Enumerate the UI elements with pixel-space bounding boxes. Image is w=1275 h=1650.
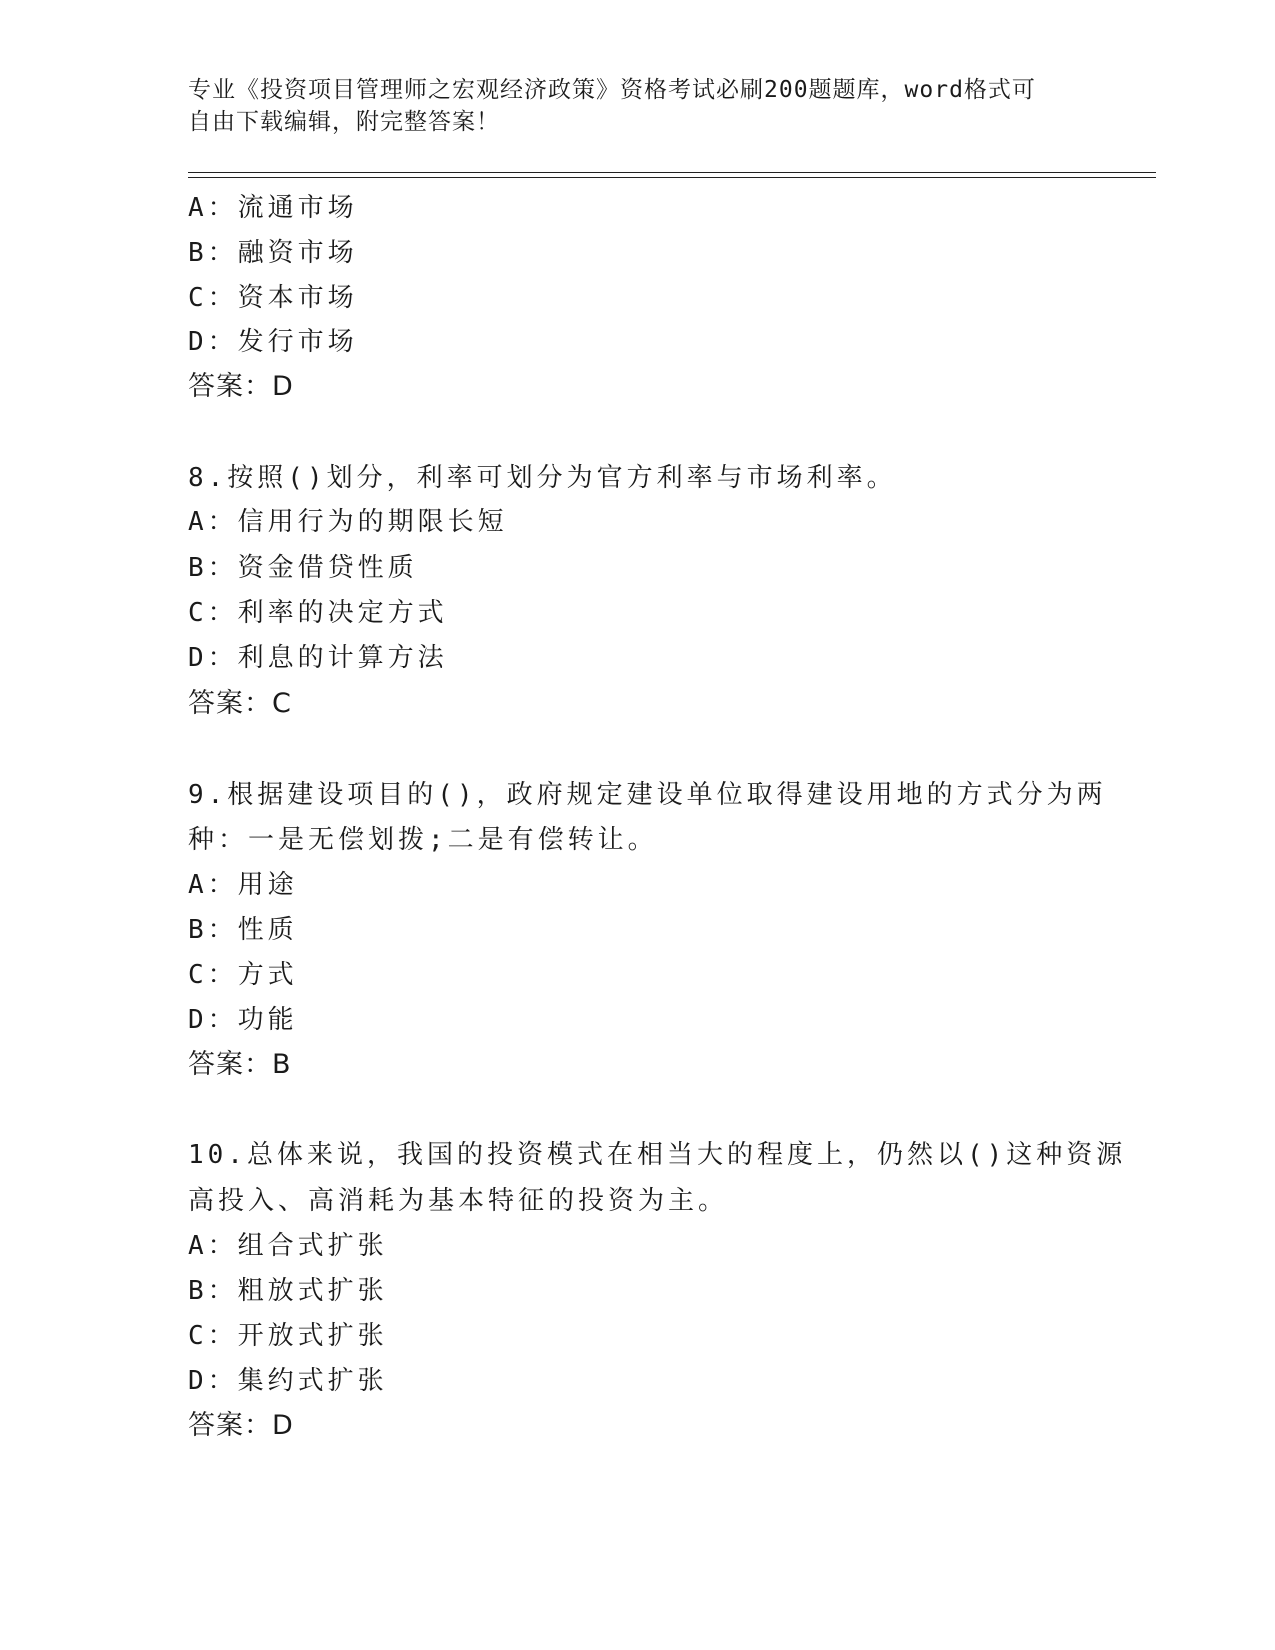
q7-option-d: D：发行市场 bbox=[188, 327, 358, 357]
q9-option-c: C：方式 bbox=[188, 960, 298, 990]
q9-stem-line-1: 9.根据建设项目的()，政府规定建设单位取得建设用地的方式分为两 bbox=[188, 780, 1107, 810]
q8-answer: 答案：C bbox=[188, 688, 292, 719]
q7-option-b: B：融资市场 bbox=[188, 238, 358, 268]
header-line-2: 自由下载编辑，附完整答案！ bbox=[188, 109, 500, 135]
q7-answer: 答案：D bbox=[188, 371, 294, 402]
q8-option-c: C：利率的决定方式 bbox=[188, 598, 448, 628]
q10-option-d: D：集约式扩张 bbox=[188, 1366, 388, 1396]
q8-option-b: B：资金借贷性质 bbox=[188, 553, 418, 583]
q10-stem-line-1: 10.总体来说，我国的投资模式在相当大的程度上，仍然以()这种资源 bbox=[188, 1140, 1127, 1170]
q10-option-a: A：组合式扩张 bbox=[188, 1231, 388, 1261]
q10-option-c: C：开放式扩张 bbox=[188, 1321, 388, 1351]
q9-option-d: D：功能 bbox=[188, 1005, 298, 1035]
q10-stem-line-2: 高投入、高消耗为基本特征的投资为主。 bbox=[188, 1186, 729, 1216]
q9-stem-line-2: 种：一是无偿划拨;二是有偿转让。 bbox=[188, 825, 658, 855]
q9-option-b: B：性质 bbox=[188, 915, 298, 945]
header-rule-bottom bbox=[188, 177, 1156, 178]
q8-option-d: D：利息的计算方法 bbox=[188, 643, 448, 673]
header-rule-top bbox=[188, 172, 1156, 173]
header-line-1: 专业《投资项目管理师之宏观经济政策》资格考试必刷200题题库，word格式可 bbox=[188, 77, 1036, 103]
document-header bbox=[188, 74, 1068, 138]
q10-option-b: B：粗放式扩张 bbox=[188, 1276, 388, 1306]
q10-answer: 答案：D bbox=[188, 1410, 294, 1441]
q9-answer: 答案：B bbox=[188, 1049, 292, 1080]
q8-option-a: A：信用行为的期限长短 bbox=[188, 507, 508, 537]
q7-option-a: A：流通市场 bbox=[188, 193, 358, 223]
q8-stem-line-1: 8.按照()划分，利率可划分为官方利率与市场利率。 bbox=[188, 463, 897, 493]
q9-option-a: A：用途 bbox=[188, 870, 298, 900]
q7-option-c: C：资本市场 bbox=[188, 283, 358, 313]
